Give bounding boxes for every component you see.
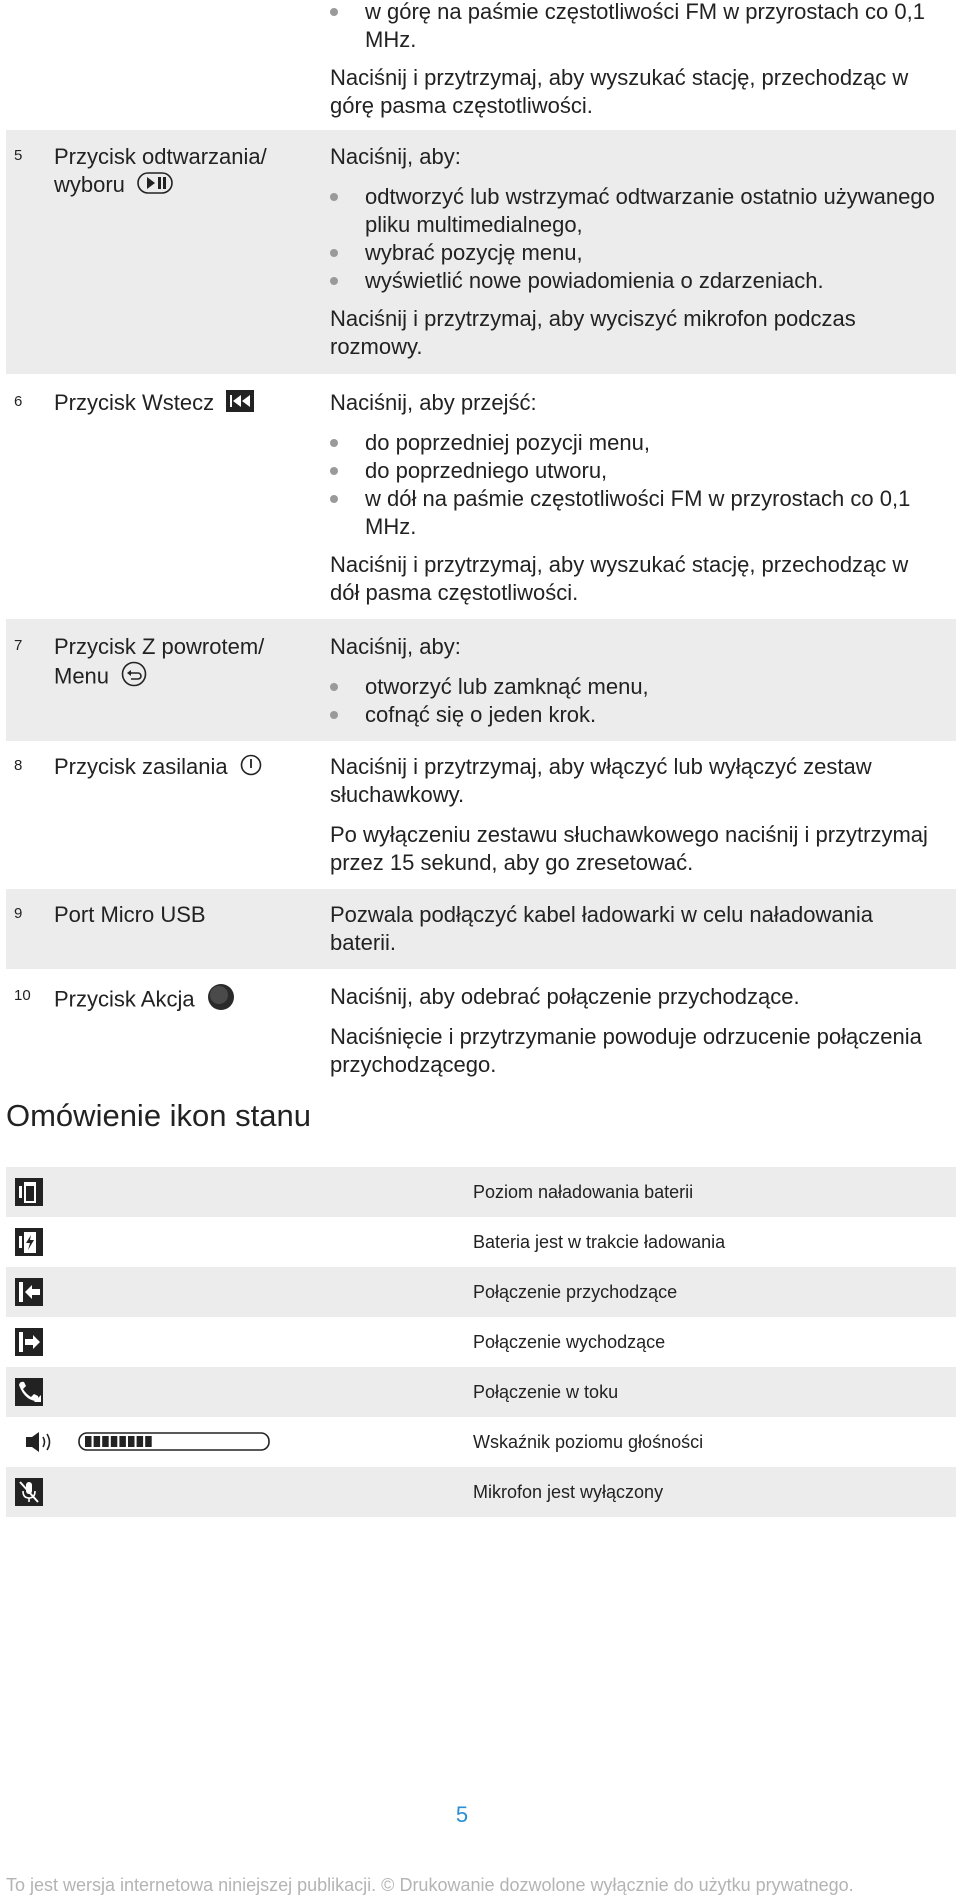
bullet-list xyxy=(330,183,940,295)
key-row-7 xyxy=(6,619,956,741)
power-icon xyxy=(240,754,262,783)
key-number: 5 xyxy=(14,147,23,164)
status-row xyxy=(6,1317,956,1367)
status-row xyxy=(6,1267,956,1317)
key-row-4-continued xyxy=(6,0,956,130)
key-name xyxy=(54,389,314,419)
list-item: wybrać pozycję menu, xyxy=(330,239,940,267)
section-title: Omówienie ikon stanu xyxy=(6,1098,311,1133)
key-name-text: Przycisk odtwarzania/ wyboru xyxy=(54,144,267,197)
page-footer: To jest wersja internetowa niniejszej publikacji. © Drukowanie dozwolone wyłącznie do użytku prywatnego. xyxy=(6,1875,854,1895)
bullet-list xyxy=(330,673,940,729)
status-label: Połączenie w toku xyxy=(473,1381,619,1402)
paragraph: Pozwala podłączyć kabel ładowarki w celu naładowania baterii. xyxy=(330,902,873,955)
status-label: Połączenie przychodzące xyxy=(473,1281,678,1302)
key-description-table xyxy=(6,0,956,1089)
list-item: cofnąć się o jeden krok. xyxy=(330,701,940,729)
status-row xyxy=(6,1417,956,1467)
key-description xyxy=(330,0,940,120)
list-item: do poprzedniej pozycji menu, xyxy=(330,429,940,457)
list-item: w górę na paśmie częstotliwości FM w przyrostach co 0,1 MHz. xyxy=(330,0,940,54)
volume-level-icon xyxy=(14,1429,284,1460)
page-number: 5 xyxy=(455,1802,469,1827)
status-label: Połączenie wychodzące xyxy=(473,1331,666,1352)
paragraph: Naciśnij, aby: xyxy=(330,634,461,659)
key-name-text: Przycisk Wstecz xyxy=(54,390,215,415)
battery-level-icon xyxy=(14,1177,44,1212)
key-number: 10 xyxy=(14,987,31,1004)
key-description xyxy=(330,389,940,607)
paragraph: Naciśnij i przytrzymaj, aby wyszukać stację, przechodząc w dół pasma częstotliwości. xyxy=(330,552,909,605)
key-description xyxy=(330,633,940,729)
key-name xyxy=(54,143,304,201)
paragraph: Naciśnij i przytrzymaj, aby włączyć lub wyłączyć zestaw słuchawkowy. xyxy=(330,754,872,807)
volume-segment xyxy=(111,1436,118,1447)
status-label: Wskaźnik poziomu głośności xyxy=(473,1431,704,1452)
key-row-6 xyxy=(6,374,956,619)
incoming-call-icon xyxy=(14,1277,44,1312)
status-row xyxy=(6,1217,956,1267)
back-menu-icon xyxy=(121,661,147,694)
status-label: Poziom naładowania baterii xyxy=(473,1181,694,1202)
paragraph: Naciśnij, aby przejść: xyxy=(330,390,537,415)
key-number: 6 xyxy=(14,393,23,410)
key-name-text: Przycisk Akcja xyxy=(54,986,195,1012)
key-name-text: Przycisk Z powrotem/ Menu xyxy=(54,634,265,689)
action-button-icon xyxy=(207,983,235,1018)
outgoing-call-icon xyxy=(14,1327,44,1362)
key-number: 8 xyxy=(14,757,23,774)
list-item: odtworzyć lub wstrzymać odtwarzanie ostatnio używanego pliku multimedialnego, xyxy=(330,183,940,239)
status-label: Bateria jest w trakcie ładowania xyxy=(473,1231,726,1252)
volume-segment xyxy=(145,1436,152,1447)
volume-segment xyxy=(94,1436,101,1447)
key-name xyxy=(54,983,314,1018)
list-item: do poprzedniego utworu, xyxy=(330,457,940,485)
key-name xyxy=(54,753,314,783)
key-row-9 xyxy=(6,889,956,969)
key-description xyxy=(330,753,940,877)
status-label: Mikrofon jest wyłączony xyxy=(473,1481,664,1502)
paragraph: Naciśnij i przytrzymaj, aby wyciszyć mikrofon podczas rozmowy. xyxy=(330,306,856,359)
list-item: otworzyć lub zamknąć menu, xyxy=(330,673,940,701)
volume-segment xyxy=(85,1436,92,1447)
key-row-5 xyxy=(6,130,956,374)
key-description xyxy=(330,143,940,361)
battery-charging-icon xyxy=(14,1227,44,1262)
key-row-10 xyxy=(6,969,956,1089)
paragraph: Naciśnij, aby: xyxy=(330,144,461,169)
key-name-text: Przycisk zasilania xyxy=(54,754,228,779)
key-name-text: Port Micro USB xyxy=(54,902,206,927)
status-row xyxy=(6,1167,956,1217)
status-icon-table xyxy=(6,1167,956,1517)
key-name xyxy=(54,633,304,694)
volume-segment xyxy=(102,1436,109,1447)
key-description xyxy=(330,983,940,1079)
bullet-list xyxy=(330,0,940,54)
play-pause-icon xyxy=(137,172,173,201)
list-item: w dół na paśmie częstotliwości FM w przyrostach co 0,1 MHz. xyxy=(330,485,940,541)
key-number: 7 xyxy=(14,637,23,654)
status-row xyxy=(6,1467,956,1517)
volume-segment xyxy=(119,1436,126,1447)
volume-segment xyxy=(137,1436,144,1447)
paragraph: Naciśnij, aby odebrać połączenie przychodzące. xyxy=(330,984,800,1009)
rewind-icon xyxy=(226,390,254,419)
volume-segment xyxy=(128,1436,135,1447)
call-in-progress-icon xyxy=(14,1377,44,1412)
key-description xyxy=(330,901,940,957)
key-number: 9 xyxy=(14,905,23,922)
paragraph: Po wyłączeniu zestawu słuchawkowego naciśnij i przytrzymaj przez 15 sekund, aby go zresetować. xyxy=(330,822,928,875)
paragraph: Naciśnij i przytrzymaj, aby wyszukać stację, przechodząc w górę pasma częstotliwości. xyxy=(330,65,909,118)
key-row-8 xyxy=(6,741,956,889)
paragraph: Naciśnięcie i przytrzymanie powoduje odrzucenie połączenia przychodzącego. xyxy=(330,1024,922,1077)
bullet-list xyxy=(330,429,940,541)
key-name xyxy=(54,901,314,929)
list-item: wyświetlić nowe powiadomienia o zdarzeniach. xyxy=(330,267,940,295)
status-row xyxy=(6,1367,956,1417)
mic-muted-icon xyxy=(14,1477,44,1512)
